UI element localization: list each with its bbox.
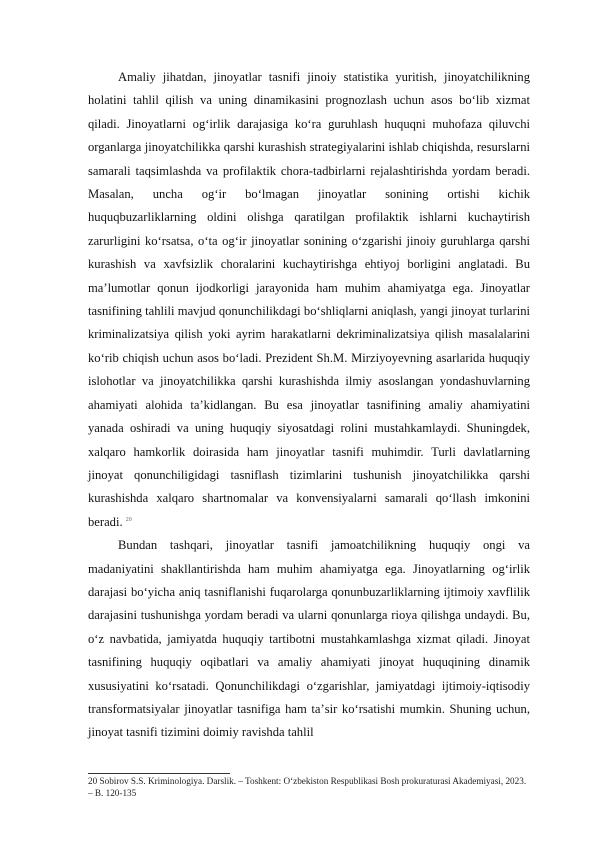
document-body [88,66,530,745]
paragraph-1 [88,66,530,534]
footnote-reference[interactable]: 20 [125,516,132,523]
paragraph-2-text: Bundan tashqari, jinoyatlar tasnifi jamoatchilikning huquqiy ongi va madaniyatini shakllantirishda ham muhim ahamiyatga ega. Jinoyatlarning ogʻirlik darajasi boʻyicha aniq tasniflanishi fuqarolarga qonunbuzarliklarning ijtimoiy xavflilik darajasini tushunishga yordam beradi va ularni qonunlarga rioya qilishga undaydi. Bu, oʻz navbatida, jamiyatda huquqiy tartibotni mustahkamlashga xizmat qiladi. Jinoyat tasnifining huquqiy oqibatlari va amaliy ahamiyati jinoyat huquqining dinamik xususiyatini koʻrsatadi. Qonunchilikdagi oʻzgarishlar, jamiyatdagi ijtimoiy-iqtisodiy transformatsiyalar jinoyatlar tasnifiga ham taʼsir koʻrsatishi mumkin. Shuning uchun, jinoyat tasnifi tizimini doimiy ravishda tahlil [88,538,530,740]
footnote-text: 20 Sobirov S.S. Kriminologiya. Darslik. – Toshkent: Oʻzbekiston Respublikasi Bosh prokuraturasi Akademiyasi, 2023. – B. 120-135 [88,776,527,799]
footnote-divider [88,773,230,774]
paragraph-1-text: Amaliy jihatdan, jinoyatlar tasnifi jinoiy statistika yuritish, jinoyatchilikning holatini tahlil qilish va uning dinamikasini prognozlash uchun asos boʻlib xizmat qiladi. Jinoyatlarni ogʻirlik darajasiga koʻra guruhlash huquqni muhofaza qiluvchi organlarga jinoyatchilikka qarshi kurashish strategiyalarini ishlab chiqishda, resurslarni samarali taqsimlashda va profilaktik chora-tadbirlarni rejalashtirishda yordam beradi. Masalan, uncha ogʻir boʻlmagan jinoyatlar sonining ortishi kichik huquqbuzarliklarning oldini olishga qaratilgan profilaktik ishlarni kuchaytirish zarurligini koʻrsatsa, oʻta ogʻir jinoyatlar sonining oʻzgarishi jinoiy guruhlarga qarshi kurashish va xavfsizlik choralarini kuchaytirishga ehtiyoj borligini anglatadi. Bu maʼlumotlar qonun ijodkorligi jarayonida ham muhim ahamiyatga ega. Jinoyatlar tasnifining tahlili mavjud qonunchilikdagi boʻshliqlarni aniqlash, yangi jinoyat turlarini kriminalizatsiya qilish yoki ayrim harakatlarni dekriminalizatsiya qilish masalalarini koʻrib chiqish uchun asos boʻladi. Prezident Sh.M. Mirziyoyevning asarlarida huquqiy islohotlar va jinoyatchilikka qarshi kurashishda ilmiy asoslangan yondashuvlarning ahamiyati alohida taʼkidlangan. Bu esa jinoyatlar tasnifining amaliy ahamiyatini yanada oshiradi va uning huquqiy siyosatdagi rolini mustahkamlaydi. Shuningdek, xalqaro hamkorlik doirasida ham jinoyatlar tasnifi muhimdir. Turli davlatlarning jinoyat qonunchiligidagi tasniflash tizimlarini tushunish jinoyatchilikka qarshi kurashishda xalqaro shartnomalar va konvensiyalarni samarali qoʻllash imkonini beradi. [88,70,530,529]
paragraph-2 [88,534,530,745]
footnote [88,775,530,800]
